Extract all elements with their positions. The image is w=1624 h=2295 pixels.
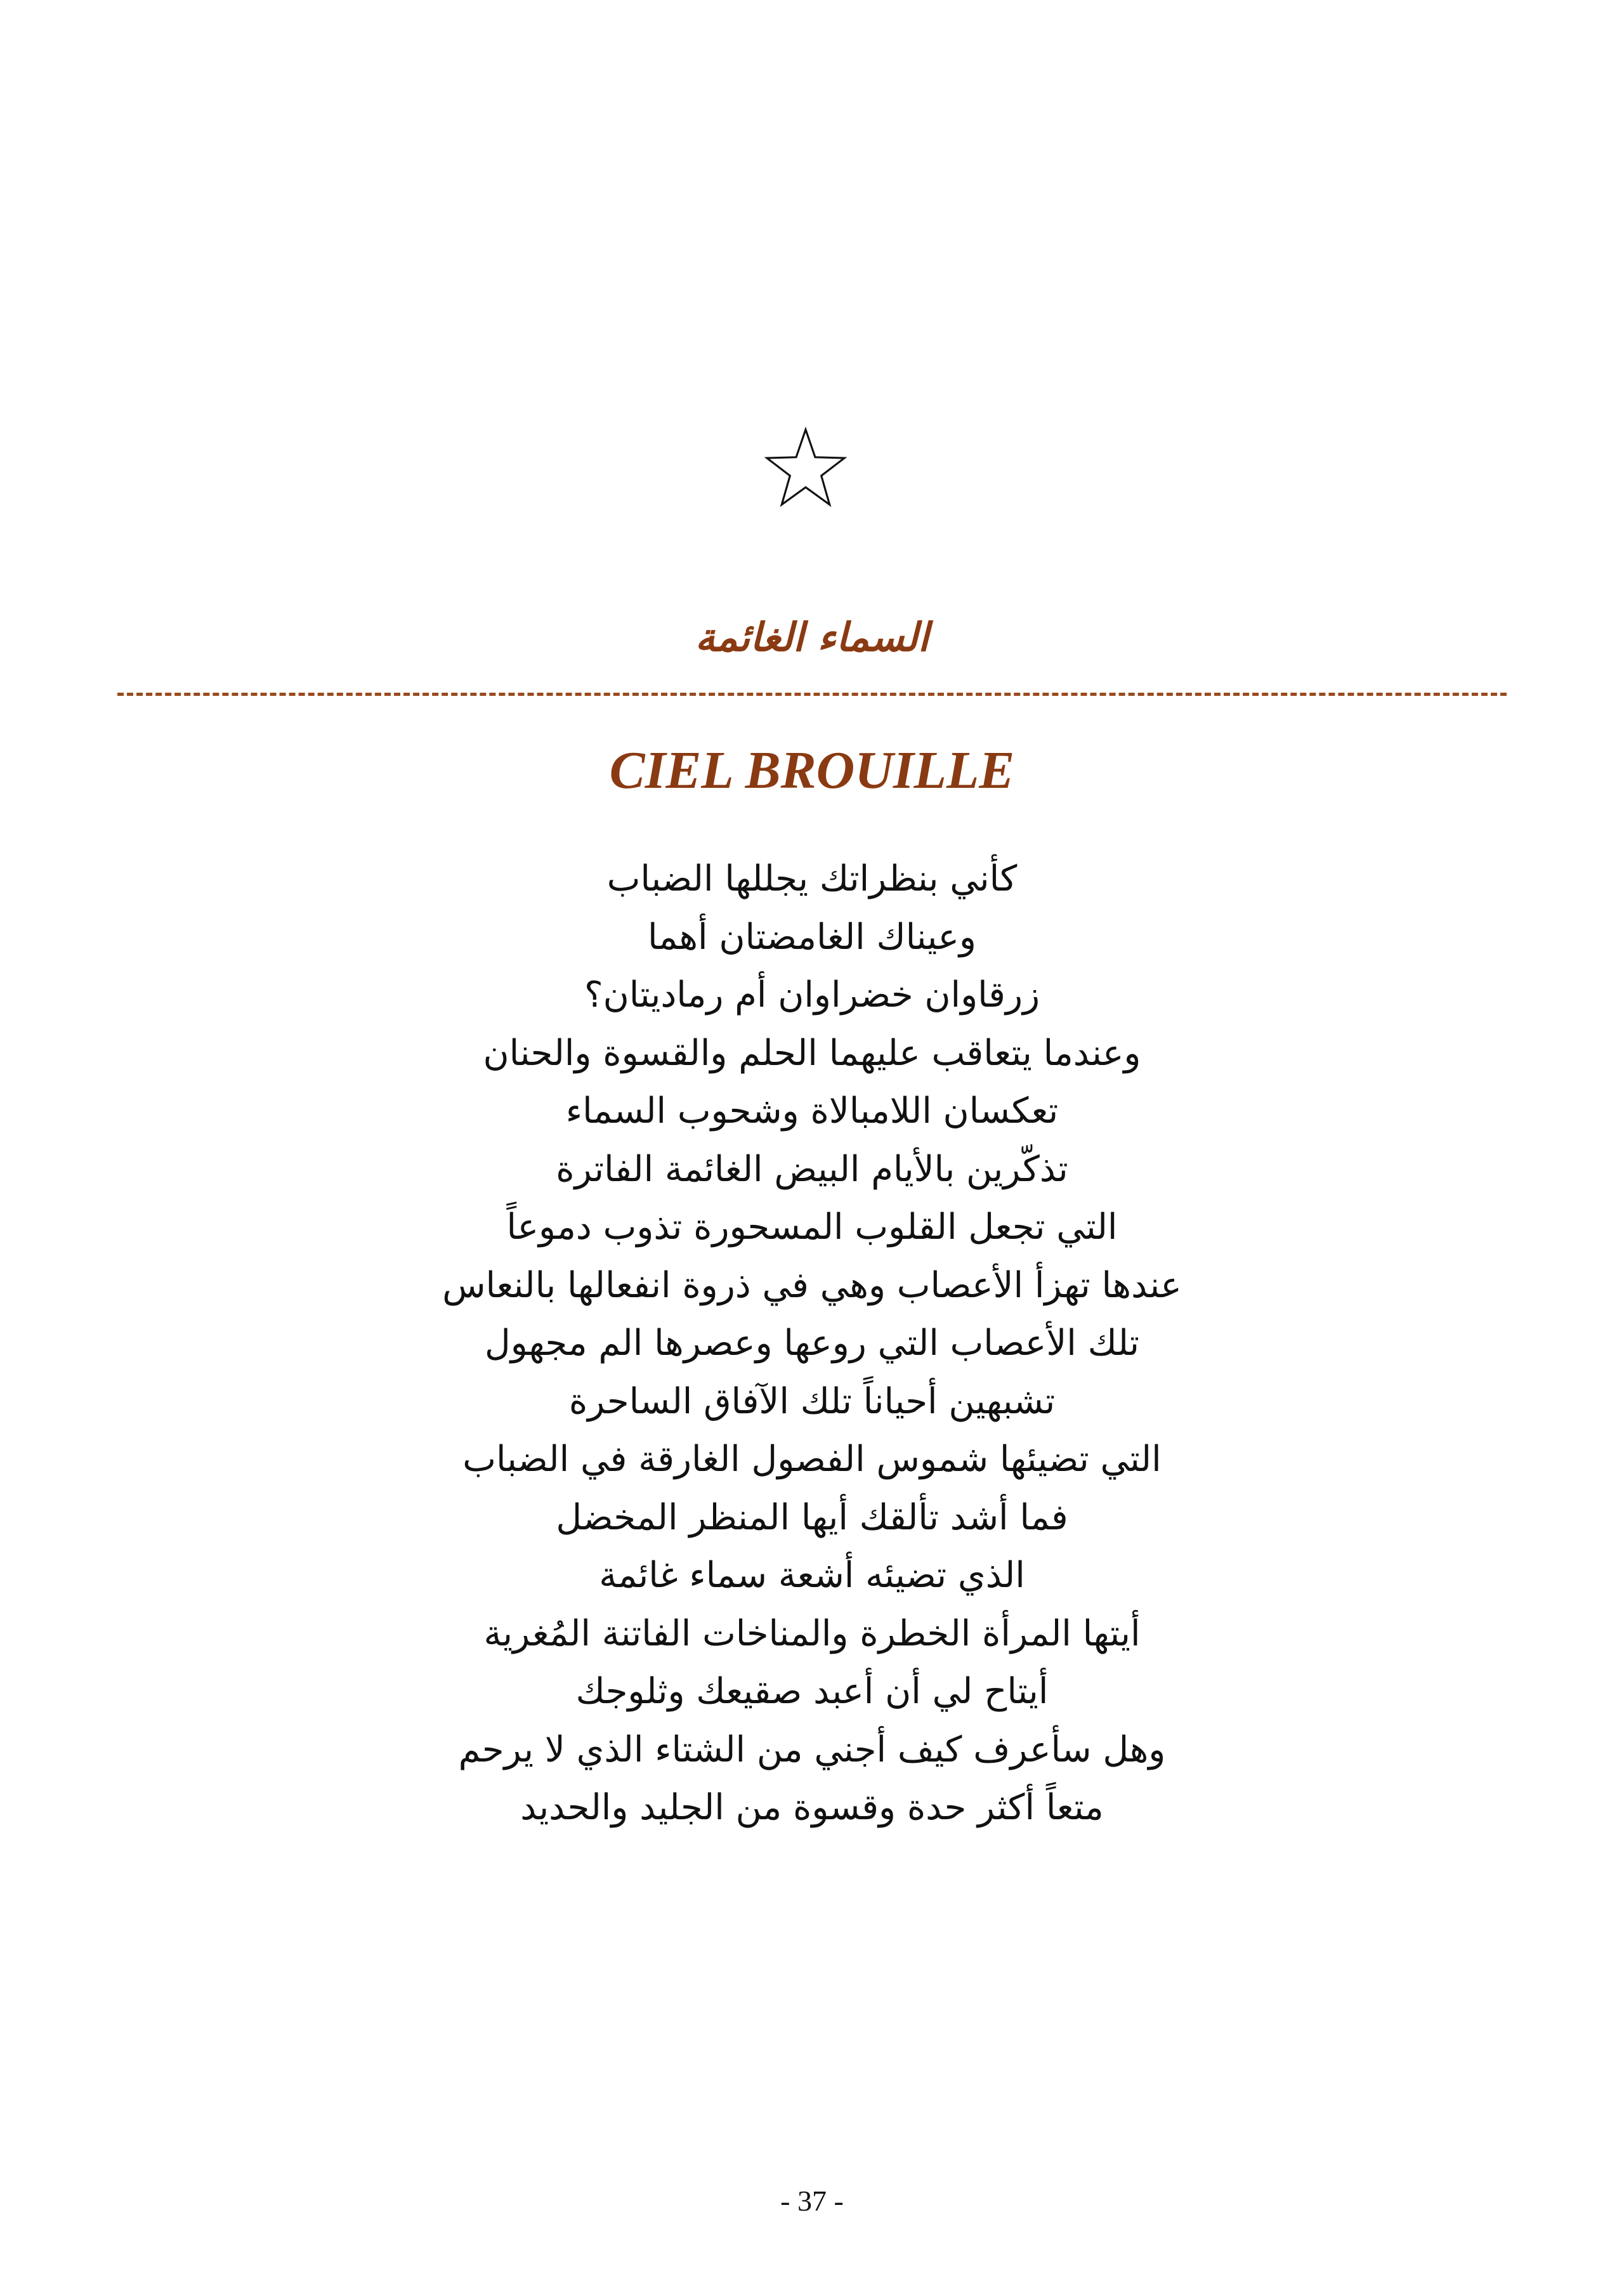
poem-body: [190, 850, 1434, 1837]
poem-line: تذكّرين بالأيام البيض الغائمة الفاترة: [556, 1148, 1068, 1190]
poem-line: وهل سأعرف كيف أجني من الشتاء الذي لا يرحم: [458, 1729, 1166, 1770]
poem-line: وعيناك الغامضتان أهما: [648, 916, 976, 958]
poem-line: متعاً أكثر حدة وقسوة من الجليد والحديد: [520, 1787, 1104, 1828]
latin-title: CIEL BROUILLE: [609, 741, 1015, 800]
dashed-divider: [117, 693, 1507, 696]
poem-line: تعكسان اللامبالاة وشحوب السماء: [565, 1090, 1059, 1132]
poem-line: أيتاح لي أن أعبد صقيعك وثلوجك: [575, 1671, 1049, 1712]
poem-line: وعندما يتعاقب عليهما الحلم والقسوة والحنان: [483, 1032, 1141, 1074]
poem-line: تلك الأعصاب التي روعها وعصرها الم مجهول: [485, 1323, 1139, 1364]
poem-line: أيتها المرأة الخطرة والمناخات الفاتنة المُغرية: [483, 1612, 1141, 1654]
poem-line: زرقاوان خضراوان أم رماديتان؟: [584, 974, 1040, 1016]
poem-line: عندها تهزأ الأعصاب وهي في ذروة انفعالها بالنعاس: [442, 1264, 1182, 1306]
arabic-title: السماء الغائمة: [695, 614, 929, 660]
star-outline-icon: [764, 426, 847, 509]
poem-line: الذي تضيئه أشعة سماء غائمة: [599, 1555, 1025, 1596]
poem-line: التي تجعل القلوب المسحورة تذوب دموعاً: [506, 1206, 1118, 1248]
poem-line: تشبهين أحياناً تلك الآفاق الساحرة: [568, 1380, 1056, 1422]
poem-line: كأني بنظراتك يجللها الضباب: [606, 858, 1018, 899]
page-number: - 37 -: [780, 2185, 844, 2217]
poem-line: التي تضيئها شموس الفصول الغارقة في الضباب: [462, 1439, 1162, 1480]
poem-line: فما أشد تألقك أيها المنظر المخضل: [556, 1496, 1068, 1538]
